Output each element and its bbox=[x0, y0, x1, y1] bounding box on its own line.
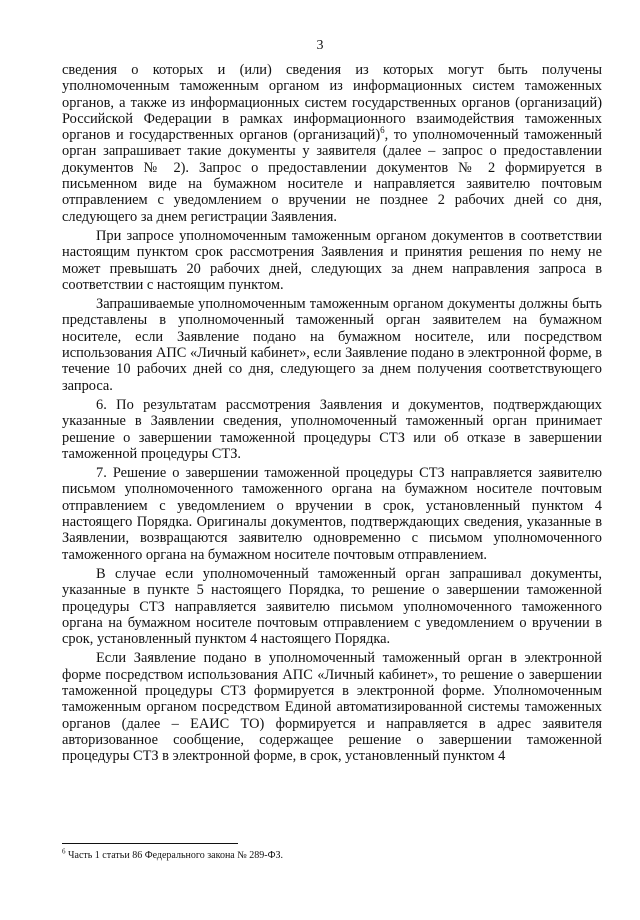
paragraph-request-term: При запросе уполномоченным таможенным органом документов в соответствии настоящим пунктом срок рассмотрения Заявления и принятия решения по нему не может превышать 20 рабочих дней, следующих за днем направления запроса в соответствии с настоящим пунктом. bbox=[62, 227, 602, 293]
paragraph-documents-requested-case: В случае если уполномоченный таможенный орган запрашивал документы, указанные в пункте 5 настоящего Порядка, то решение о завершении таможенной процедуры СТЗ направляется заявителю письмом уполномоченного таможенного органа на бумажном носителе почтовым отправлением с уведомлением о вручении в срок, установленный пунктом 4 настоящего Порядка. bbox=[62, 565, 602, 648]
paragraph-item-7: 7. Решение о завершении таможенной процедуры СТЗ направляется заявителю письмом уполномоченного таможенного органа на бумажном носителе почтовым отправлением с уведомлением о вручении в срок, установленный пунктом 4 настоящего Порядка. Оригиналы документов, подтверждающих сведения, указанные в Заявлении, возвращаются заявителю одновременно с письмом уполномоченного таможенного органа на бумажном носителе почтовым отправлением. bbox=[62, 465, 602, 563]
page-number: 3 bbox=[316, 38, 324, 53]
paragraph-text: сведения о которых и (или) сведения из которых могут быть получены уполномоченным таможенным органом из информационных систем таможенных органов, а также из информационных систем государственных органов (организаций) Российской Федерации в рамках информационного взаимодействия таможенных органов и государственных органов (организаций) bbox=[62, 62, 602, 144]
footnote-text: Часть 1 статьи 86 Федерального закона № 289-ФЗ. bbox=[65, 850, 284, 861]
paragraph-text-continued: , то уполномоченный таможенный орган запрашивает такие документы у заявителя (далее – запрос о предоставлении документов № 2). Запрос о предоставлении документов № 2 формируется в письменном виде на бумажном носителе и направляется заявителю почтовым отправлением с уведомлением о вручении не позднее 2 рабочих дней со дня, следующего за днем регистрации Заявления. bbox=[62, 127, 602, 225]
paragraph-continuation bbox=[62, 62, 602, 225]
footnote-marker: 6 bbox=[62, 847, 66, 856]
document-body bbox=[62, 62, 602, 764]
paragraph-electronic-form: Если Заявление подано в уполномоченный таможенный орган в электронной форме посредством использования АПС «Личный кабинет», то решение о завершении таможенной процедуры СТЗ формируется в электронной форме. Уполномоченным таможенным органом посредством Единой автоматизированной системы таможенных органов (далее – ЕАИС ТО) формируется и направляется в адрес заявителя авторизованное сообщение, содержащее решение о завершении таможенной процедуры СТЗ в электронной форме, в срок, установленный пунктом 4 bbox=[62, 650, 602, 765]
paragraph-item-6: 6. По результатам рассмотрения Заявления и документов, подтверждающих указанные в Заявлении сведения, уполномоченный таможенный орган принимает решение о завершении таможенной процедуры СТЗ или об отказе в завершении таможенной процедуры СТЗ. bbox=[62, 396, 602, 462]
footnote bbox=[62, 847, 284, 862]
paragraph-requested-documents: Запрашиваемые уполномоченным таможенным органом документы должны быть представлены в уполномоченный таможенный орган заявителем на бумажном носителе, если Заявление подано на бумажном носителе, или посредством использования АПС «Личный кабинет», если Заявление подано в электронной форме, в течение 10 рабочих дней со дня, следующего за днем получения соответствующего запроса. bbox=[62, 296, 602, 394]
footnote-reference: 6 bbox=[380, 125, 385, 136]
footnote-divider bbox=[62, 843, 238, 844]
